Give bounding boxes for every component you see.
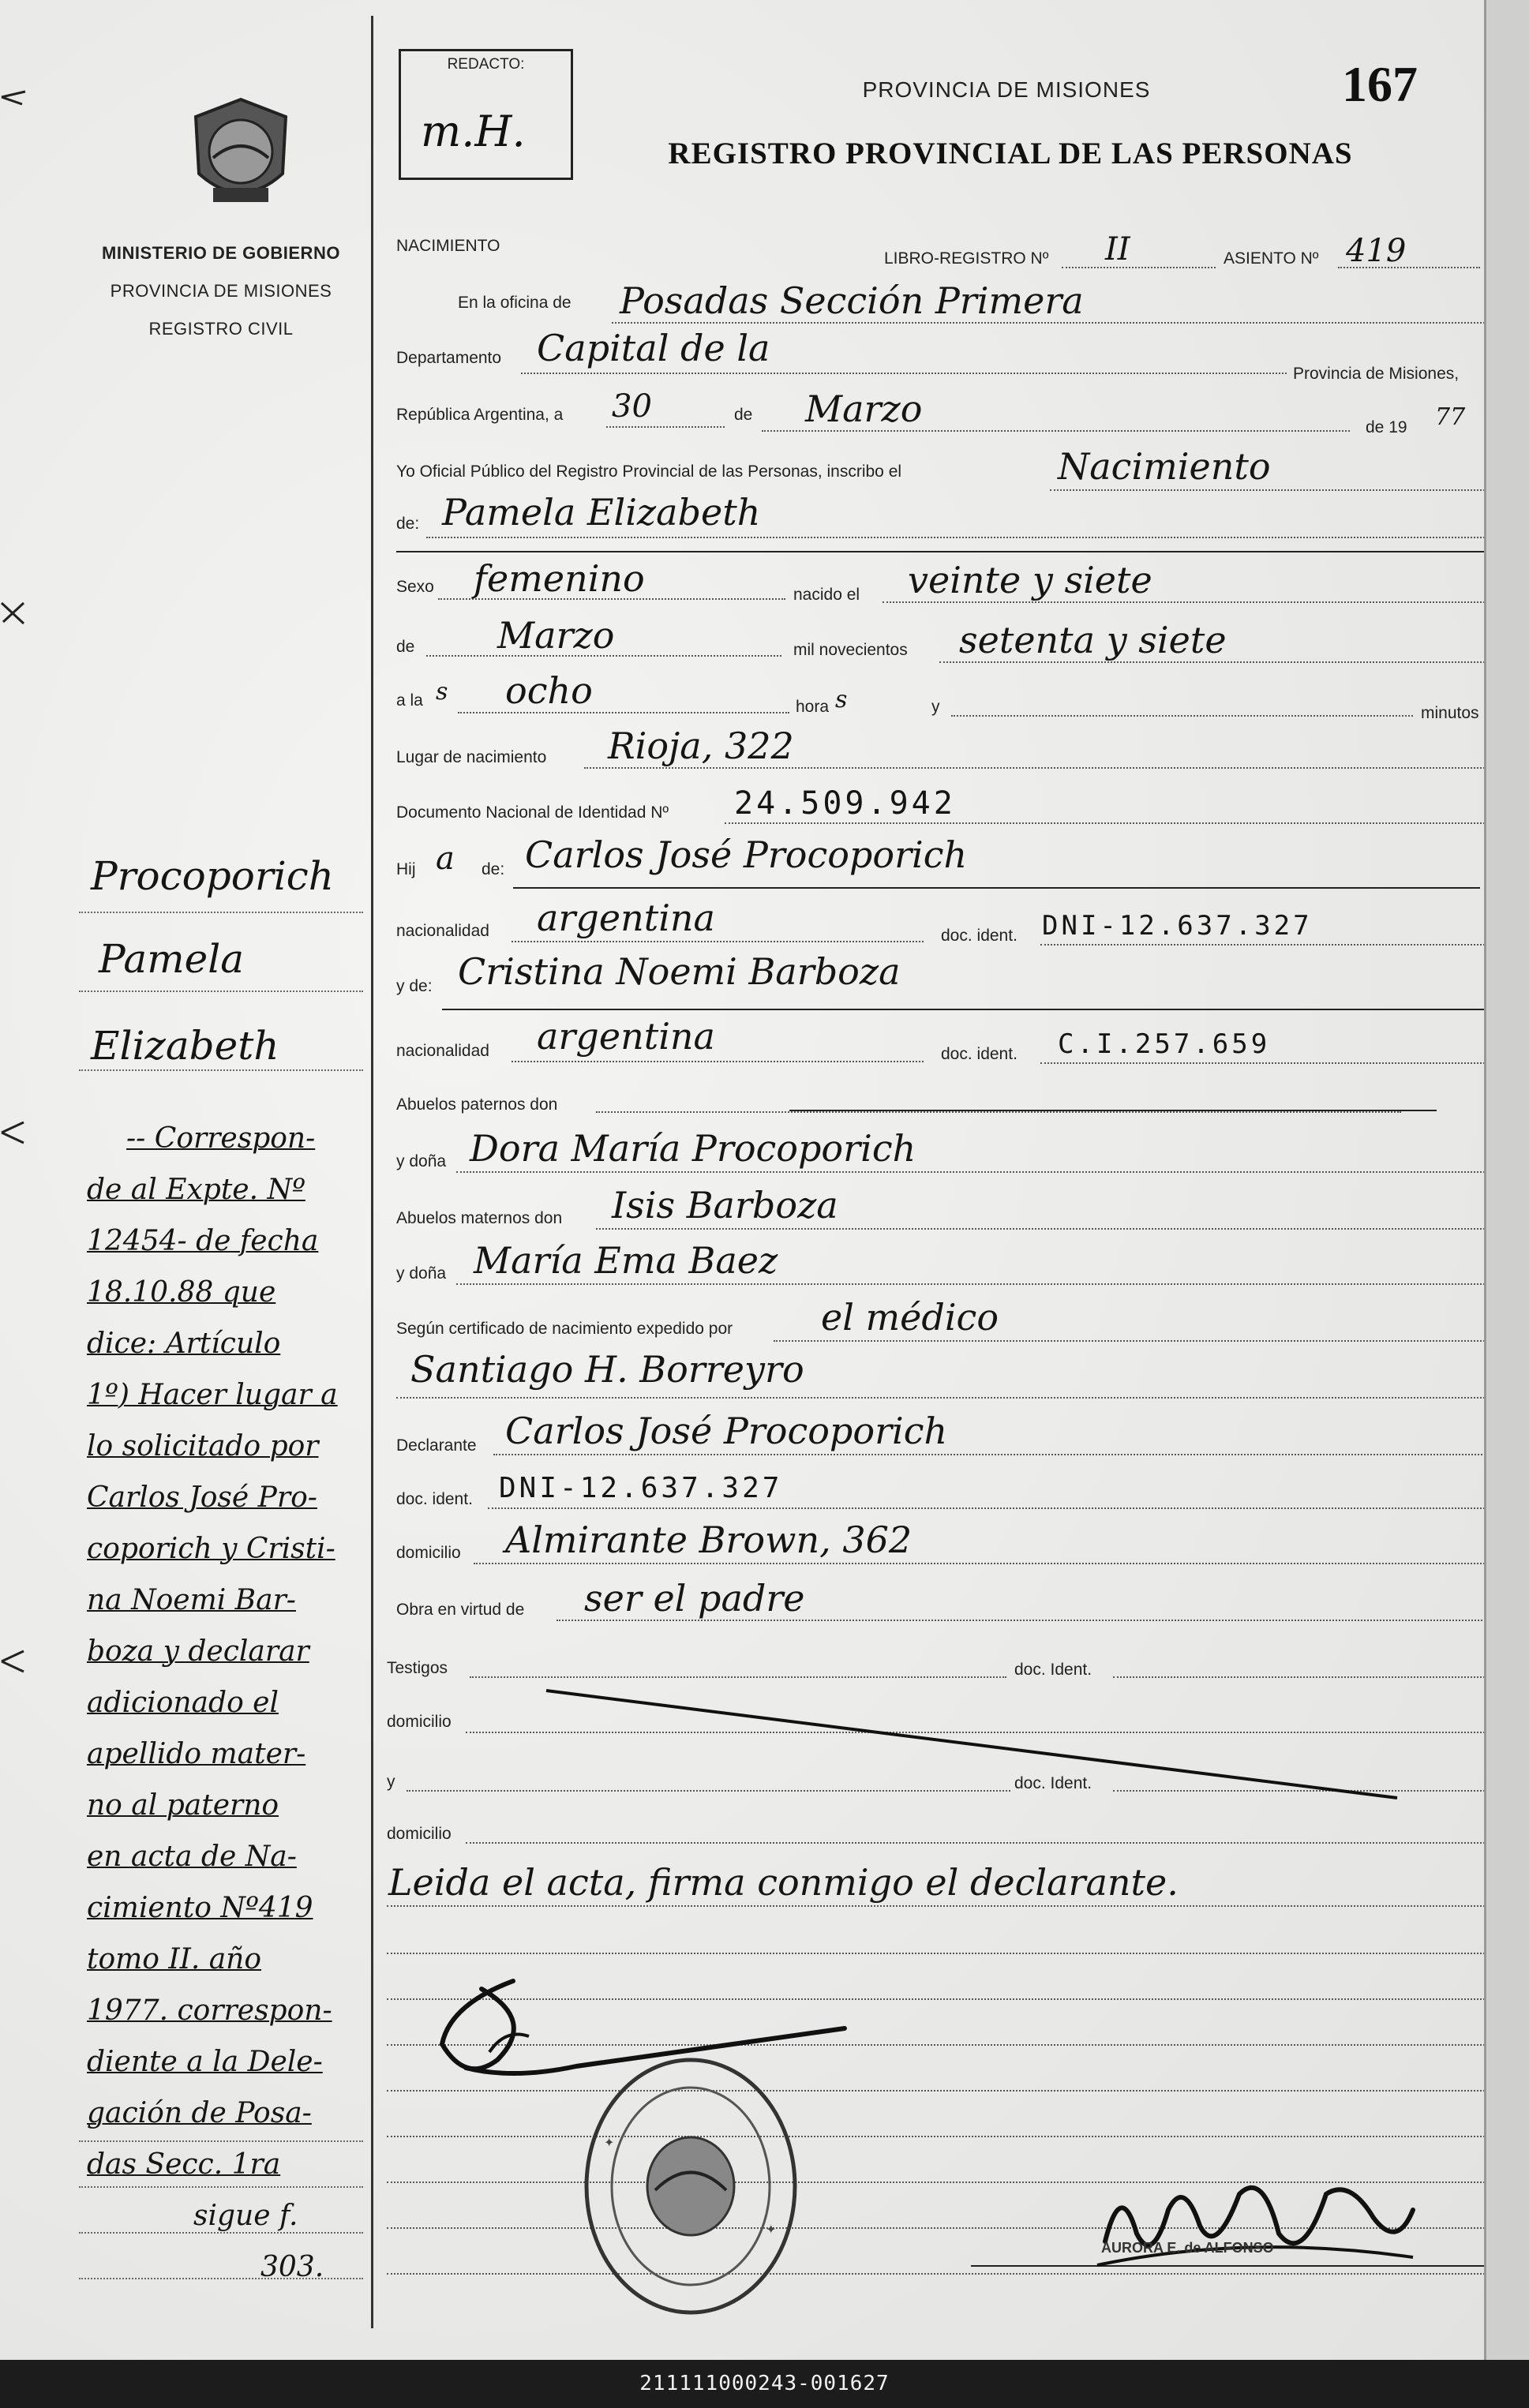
- margin-note-line: 1977. correspon-: [87, 1994, 332, 2027]
- svg-text:✦: ✦: [766, 2223, 777, 2237]
- obra-line: [557, 1620, 1488, 1621]
- oficina-label: En la oficina de: [458, 294, 572, 312]
- margin-note-line: Carlos José Pro-: [87, 1481, 317, 1514]
- margin-note-line: 18.10.88 que: [87, 1276, 276, 1309]
- domicilio-value: Almirante Brown, 362: [505, 1519, 913, 1561]
- folio-number: 167: [1342, 56, 1418, 112]
- margin-line: [79, 2140, 363, 2142]
- anio-nac-line: [939, 661, 1488, 663]
- nac2-line: [512, 1061, 924, 1062]
- province-title: PROVINCIA DE MISIONES: [110, 281, 332, 301]
- docid2-value: C.I.257.659: [1058, 1028, 1271, 1060]
- nombre-rule: [396, 551, 1488, 552]
- testigos-label: Testigos: [387, 1659, 448, 1677]
- abuela-mat-line: [456, 1283, 1488, 1285]
- medico-line: [396, 1397, 1488, 1399]
- docid5-label: doc. Ident.: [1014, 1774, 1092, 1792]
- segun-line: [774, 1340, 1488, 1342]
- padre-rule: [513, 887, 1480, 889]
- dni-label: Documento Nacional de Identidad Nº: [396, 803, 669, 822]
- yde-label: y de:: [396, 977, 433, 995]
- hij-suffix: a: [436, 841, 455, 877]
- book-spine: [1484, 0, 1529, 2368]
- abuela-pat-line: [456, 1171, 1488, 1173]
- lugar-value: Rioja, 322: [608, 725, 794, 767]
- departamento-line: [521, 373, 1287, 374]
- civil-registry-title: REGISTRO CIVIL: [148, 319, 294, 339]
- segun-label: Según certificado de nacimiento expedido por: [396, 1320, 733, 1338]
- padre-value: Carlos José Procoporich: [525, 833, 968, 876]
- margin-line: [79, 2232, 363, 2234]
- nacido-value: veinte y siete: [908, 559, 1152, 601]
- abmat-line: [596, 1228, 1488, 1230]
- obra-label: Obra en virtud de: [396, 1601, 525, 1619]
- margin-note-line: 303.: [260, 2251, 324, 2283]
- sexo-label: Sexo: [396, 578, 434, 596]
- binder-hole-icon: [0, 601, 27, 625]
- de2-label: de:: [396, 515, 420, 533]
- docid4-label: doc. Ident.: [1014, 1661, 1092, 1679]
- margin-line: [79, 1069, 363, 1071]
- de-label: de: [734, 406, 753, 424]
- y-label: y: [931, 698, 940, 716]
- domicilio3-label: domicilio: [387, 1825, 452, 1843]
- abpat-label: Abuelos paternos don: [396, 1095, 558, 1114]
- sexo-value: femenino: [474, 557, 645, 600]
- margin-note-line: coporich y Cristi-: [87, 1533, 335, 1565]
- redacto-box: [399, 49, 573, 180]
- ala-label: a la: [396, 691, 423, 710]
- hora-line: [458, 712, 789, 713]
- margin-note-line: tomo II. año: [87, 1943, 262, 1975]
- mes-line: [762, 430, 1350, 432]
- margin-line: [79, 991, 363, 992]
- svg-text:✦: ✦: [604, 2136, 615, 2150]
- margin-note-line: das Secc. 1ra: [87, 2148, 281, 2181]
- libro-value: II: [1105, 231, 1130, 268]
- oficial-label: Yo Oficial Público del Registro Provincial de las Personas, inscribo el: [396, 463, 902, 481]
- ministry-title: MINISTERIO DE GOBIERNO: [102, 243, 340, 263]
- y2-label: y: [387, 1773, 395, 1791]
- ydona1-label: y doña: [396, 1152, 447, 1170]
- provincia-suffix: Provincia de Misiones,: [1293, 365, 1460, 383]
- oficina-value: Posadas Sección Primera: [620, 279, 1084, 322]
- declarante-line: [493, 1454, 1488, 1455]
- abpat-rule: [789, 1110, 1437, 1111]
- madre-rule: [442, 1009, 1488, 1010]
- domicilio-label: domicilio: [396, 1544, 461, 1562]
- margin-note-line: -- Correspon-: [126, 1122, 316, 1155]
- nombre-value: Pamela Elizabeth: [442, 491, 761, 534]
- nac1-value: argentina: [537, 897, 715, 939]
- cierre-text: Leida el acta, firma conmigo el declarante.: [388, 1861, 1179, 1904]
- margin-surname: Procoporich: [91, 853, 334, 899]
- margin-divider: [371, 16, 373, 2328]
- docid3-label: doc. ident.: [396, 1490, 473, 1508]
- margin-note-line: dice: Artículo: [87, 1328, 281, 1360]
- blank-line: [387, 2136, 1488, 2137]
- inscribo-line: [1050, 489, 1488, 491]
- obra-value: ser el padre: [584, 1577, 805, 1620]
- margin-note-line: apellido mater-: [87, 1738, 306, 1770]
- ydona2-label: y doña: [396, 1264, 447, 1283]
- de3-label: de: [396, 638, 415, 656]
- province-heading: PROVINCIA DE MISIONES: [862, 77, 1151, 102]
- margin-first-name: Pamela: [99, 936, 245, 982]
- nac2-value: argentina: [537, 1015, 715, 1058]
- margin-note-line: 1º) Hacer lugar a: [87, 1379, 338, 1411]
- docid2-label: doc. ident.: [941, 1045, 1017, 1063]
- abuela-mat-value: María Ema Baez: [474, 1239, 778, 1282]
- binder-hole-icon: [0, 1121, 27, 1144]
- binder-hole-icon: [0, 1650, 27, 1673]
- departamento-value: Capital de la: [537, 327, 770, 369]
- margin-note-line: diente a la Dele-: [87, 2046, 323, 2078]
- margin-note-line: gación de Posa-: [87, 2097, 312, 2129]
- ala-suffix: s: [436, 678, 448, 706]
- binder-hole-icon: [0, 85, 27, 109]
- declarante-value: Carlos José Procoporich: [505, 1410, 948, 1452]
- nacido-label: nacido el: [793, 586, 860, 604]
- dni-line: [725, 822, 1488, 824]
- mes-value: Marzo: [805, 388, 923, 430]
- cancel-stroke: [545, 1681, 1413, 1807]
- seal-icon: [580, 2052, 801, 2320]
- domicilio-line: [474, 1563, 1488, 1564]
- medico-value: Santiago H. Borreyro: [410, 1348, 804, 1391]
- image-id-footer: 211111000243-001627: [0, 2360, 1529, 2408]
- asiento-value: 419: [1346, 233, 1407, 269]
- inscribo-value: Nacimiento: [1058, 445, 1271, 488]
- registry-heading: REGISTRO PROVINCIAL DE LAS PERSONAS: [668, 137, 1353, 170]
- docid3-value: DNI-12.637.327: [499, 1472, 783, 1504]
- minutos-line: [951, 715, 1413, 717]
- nac2-label: nacionalidad: [396, 1042, 489, 1060]
- official-name-stamp: AURORA E. de ALFONSO: [1101, 2240, 1274, 2256]
- anio-value: 77: [1435, 403, 1466, 431]
- margin-line: [79, 2186, 363, 2188]
- abuelo-mat-value: Isis Barboza: [612, 1184, 838, 1226]
- segun-value: el médico: [821, 1296, 999, 1339]
- abmat-label: Abuelos maternos don: [396, 1209, 563, 1227]
- docid1-line: [1040, 944, 1488, 946]
- mil-label: mil novecientos: [793, 641, 908, 659]
- horas-suffix: s: [835, 686, 848, 713]
- nombre-line: [426, 537, 1488, 538]
- margin-note-line: na Noemi Bar-: [87, 1584, 296, 1616]
- cierre-line: [387, 1905, 1488, 1907]
- docid1-value: DNI-12.637.327: [1042, 910, 1313, 942]
- domicilio2-label: domicilio: [387, 1713, 452, 1731]
- nacido-line: [883, 601, 1488, 603]
- docid4-line: [1113, 1676, 1488, 1678]
- margin-note-line: 12454- de fecha: [87, 1225, 319, 1257]
- anio-nac-value: setenta y siete: [959, 619, 1227, 661]
- margin-note-line: cimiento Nº419: [87, 1892, 313, 1924]
- docid1-label: doc. ident.: [941, 927, 1017, 945]
- dia-value: 30: [612, 388, 652, 425]
- asiento-label: ASIENTO Nº: [1224, 249, 1319, 268]
- blank-line: [387, 1953, 1488, 1954]
- margin-note-line: en acta de Na-: [87, 1841, 297, 1873]
- anio-label: de 19: [1366, 418, 1407, 436]
- domicilio3-line: [466, 1842, 1488, 1844]
- republica-label: República Argentina, a: [396, 406, 564, 424]
- abpat-line: [596, 1111, 1401, 1113]
- margin-note-line: de al Expte. Nº: [87, 1174, 305, 1206]
- mes-nac-value: Marzo: [497, 614, 615, 657]
- nacimiento-label: NACIMIENTO: [396, 237, 500, 255]
- libro-line: [1062, 267, 1216, 268]
- hij-label: Hij: [396, 860, 416, 878]
- madre-value: Cristina Noemi Barboza: [458, 950, 901, 993]
- nac1-line: [512, 941, 924, 942]
- margin-note-line: no al paterno: [87, 1789, 279, 1822]
- redacto-initials: m.H.: [421, 107, 526, 156]
- margin-note-line: adicionado el: [87, 1687, 279, 1719]
- lugar-label: Lugar de nacimiento: [396, 748, 547, 766]
- docid3-line: [488, 1507, 1488, 1509]
- minutos-label: minutos: [1421, 704, 1479, 722]
- dia-line: [606, 426, 725, 428]
- abuela-pat-value: Dora María Procoporich: [470, 1127, 916, 1170]
- dni-value: 24.509.942: [734, 785, 956, 822]
- testigos-line: [470, 1676, 1006, 1678]
- margin-note-line: lo solicitado por: [87, 1430, 319, 1462]
- departamento-label: Departamento: [396, 349, 502, 367]
- docid2-line: [1040, 1062, 1488, 1064]
- margin-line: [79, 912, 363, 913]
- horas-label: hora: [796, 698, 830, 716]
- nac1-label: nacionalidad: [396, 922, 489, 940]
- oficina-line: [612, 322, 1488, 324]
- coat-of-arms-icon: [182, 95, 300, 213]
- redacto-label: REDACTO:: [447, 56, 525, 73]
- de4-label: de:: [482, 860, 505, 878]
- hora-value: ocho: [505, 669, 593, 712]
- margin-note-line: boza y declarar: [87, 1635, 309, 1668]
- margin-second-name: Elizabeth: [91, 1023, 279, 1069]
- declarante-label: Declarante: [396, 1436, 477, 1455]
- libro-label: LIBRO-REGISTRO Nº: [884, 249, 1049, 268]
- lugar-line: [584, 767, 1488, 769]
- margin-note-line: sigue f.: [193, 2200, 298, 2232]
